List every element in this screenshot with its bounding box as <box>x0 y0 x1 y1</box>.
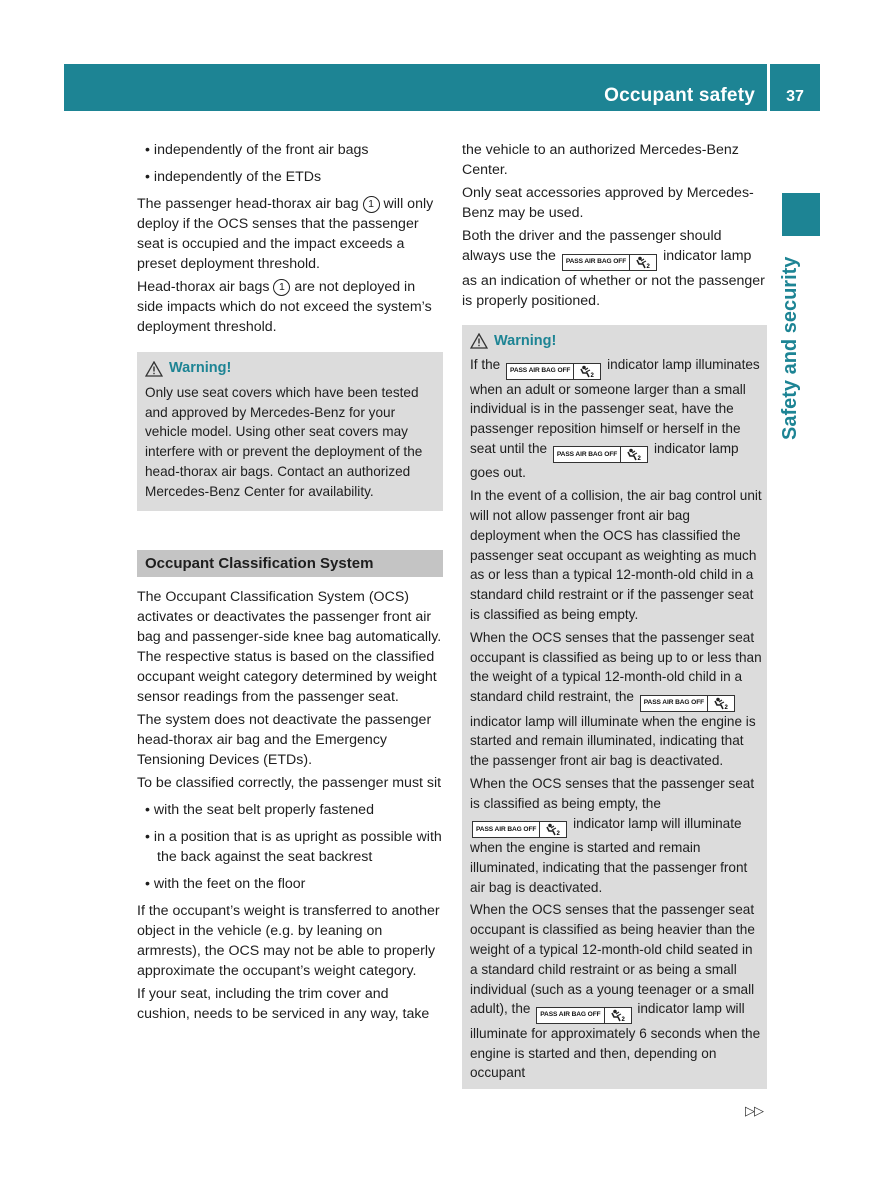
svg-text:2: 2 <box>590 372 595 378</box>
passenger-seat-airbag-off-icon <box>712 697 730 710</box>
paragraph: The system does not deactivate the passenger head-thorax air bag and the Emergency Tensioning Devices (ETDs). <box>137 711 432 768</box>
warning-label: Warning! <box>169 360 232 376</box>
passenger-seat-airbag-off-icon <box>544 823 562 836</box>
left-column <box>137 140 443 1027</box>
paragraph: To be classified correctly, the passenger must sit <box>137 774 442 791</box>
warning-text: When the OCS senses that the passenger seat occupant is classified as being heavier than the weight of a typical 12-month-old child seated in a standard child restraint or as being a small individual (such as a young teenager or a small adult), the PASS AIR BAG OFF 2 indicator lamp will illuminate for approximately 6 seconds when the engine is started and then, depending on occupant <box>470 902 761 1081</box>
section-title: Occupant Classification System <box>137 550 443 577</box>
warning-text: When the OCS senses that the passenger seat occupant is classified as being up to or less than the weight of a typical 12-month-old child in a standard child restraint, the PASS AIR BAG OFF 2 indicator lamp will illuminate when the engine is started and remain illuminated, indicating that the passenger front air bag is deactivated. <box>470 629 762 769</box>
paragraph: Only seat accessories approved by Mercedes-Benz may be used. <box>462 185 754 221</box>
paragraph: If the occupant’s weight is transferred to another object in the vehicle (e.g. by leaning on armrests), the OCS may not be able to properly approximate the occupant’s weight category. <box>137 902 440 979</box>
warning-header <box>145 359 435 379</box>
warning-text: If the PASS AIR BAG OFF 2 indicator lamp illuminates when an adult or someone larger than a small individual is in the passenger seat, have the passenger reposition himself or herself in the seat until the PASS AIR BAG OFF 2 indicator lamp goes out. <box>470 357 760 481</box>
pass-air-bag-off-indicator: PASS AIR BAG OFF 2 <box>553 446 648 463</box>
pass-air-bag-off-indicator: PASS AIR BAG OFF 2 <box>640 695 735 712</box>
paragraph: Both the driver and the passenger should always use the PASS AIR BAG OFF 2 indicator lamp as an indication of whether or not the passenger is properly positioned. <box>462 228 765 309</box>
warning-triangle-icon <box>145 361 163 377</box>
passenger-seat-airbag-off-icon <box>609 1009 627 1022</box>
warning-box <box>462 325 767 1090</box>
pass-air-bag-off-indicator: PASS AIR BAG OFF 2 <box>506 363 601 380</box>
svg-text:2: 2 <box>637 456 642 462</box>
header-bar <box>64 64 767 111</box>
pass-air-bag-off-indicator: PASS AIR BAG OFF 2 <box>562 254 657 271</box>
svg-text:2: 2 <box>621 1016 625 1022</box>
warning-text: Only use seat covers which have been tested and approved by Mercedes-Benz for your vehicle model. Using other seat covers may interfere with or prevent the deployment of the head-thorax air bags. Contact an authorized Mercedes-Benz Center for availability. <box>145 384 423 499</box>
paragraph: The Occupant Classification System (OCS) activates or deactivates the passenger front air bag and passenger-side knee bag automatically. The respective status is based on the classified occupant weight category determined by weight sensor readings from the passenger seat. <box>137 588 442 705</box>
passenger-seat-airbag-off-icon <box>634 256 652 269</box>
warning-triangle-icon <box>470 333 488 349</box>
warning-text: In the event of a collision, the air bag control unit will not allow passenger front air bag deployment when the OCS has classified the passenger seat occupant as weighting as much as or less than a typical 12-month-old child in a standard child restraint or if the passenger seat is classified as being empty. <box>470 488 762 623</box>
warning-text: When the OCS senses that the passenger seat is classified as being empty, the PASS AIR BAG OFF 2 indicator lamp will illuminate when the engine is started and remain illuminated, indicating that the passenger front air bag is deactivated. <box>470 776 755 895</box>
callout-number: 1 <box>363 196 380 213</box>
list-item: • independently of the ETDs <box>145 169 322 185</box>
continued-marker: ▷▷ <box>745 1103 763 1118</box>
passenger-seat-airbag-off-icon <box>578 365 596 378</box>
paragraph: Head-thorax air bags 1 are not deployed in side impacts which do not exceed the system’s deployment threshold. <box>137 279 432 335</box>
side-tab-label: Safety and security <box>779 256 801 440</box>
warning-label: Warning! <box>494 332 557 349</box>
warning-box <box>137 352 443 511</box>
list-item: • with the feet on the floor <box>145 875 306 892</box>
svg-text:2: 2 <box>556 831 561 836</box>
page-number: 37 <box>786 88 804 105</box>
side-tab-marker <box>782 193 820 236</box>
list-item: • with the seat belt properly fastened <box>145 801 374 818</box>
right-column <box>462 140 767 1089</box>
paragraph: If your seat, including the trim cover and cushion, needs to be serviced in any way, take <box>137 985 430 1022</box>
page-number-box <box>770 64 820 111</box>
svg-text:2: 2 <box>646 263 650 269</box>
list-item: • independently of the front air bags <box>145 142 369 158</box>
svg-text:2: 2 <box>724 704 728 710</box>
paragraph: The passenger head-thorax air bag 1 will only deploy if the OCS senses that the passenger seat is occupied and the impact exceeds a preset deployment threshold. <box>137 196 434 272</box>
list-item: • in a position that is as upright as possible with the back against the seat backrest <box>145 828 442 865</box>
paragraph: the vehicle to an authorized Mercedes-Benz Center. <box>462 142 739 178</box>
callout-number: 1 <box>273 279 290 296</box>
pass-air-bag-off-indicator: PASS AIR BAG OFF 2 <box>536 1007 631 1024</box>
page-title: Occupant safety <box>604 85 755 106</box>
warning-header <box>470 332 763 352</box>
pass-air-bag-off-indicator: PASS AIR BAG OFF 2 <box>472 821 567 838</box>
passenger-seat-airbag-off-icon <box>625 448 643 461</box>
